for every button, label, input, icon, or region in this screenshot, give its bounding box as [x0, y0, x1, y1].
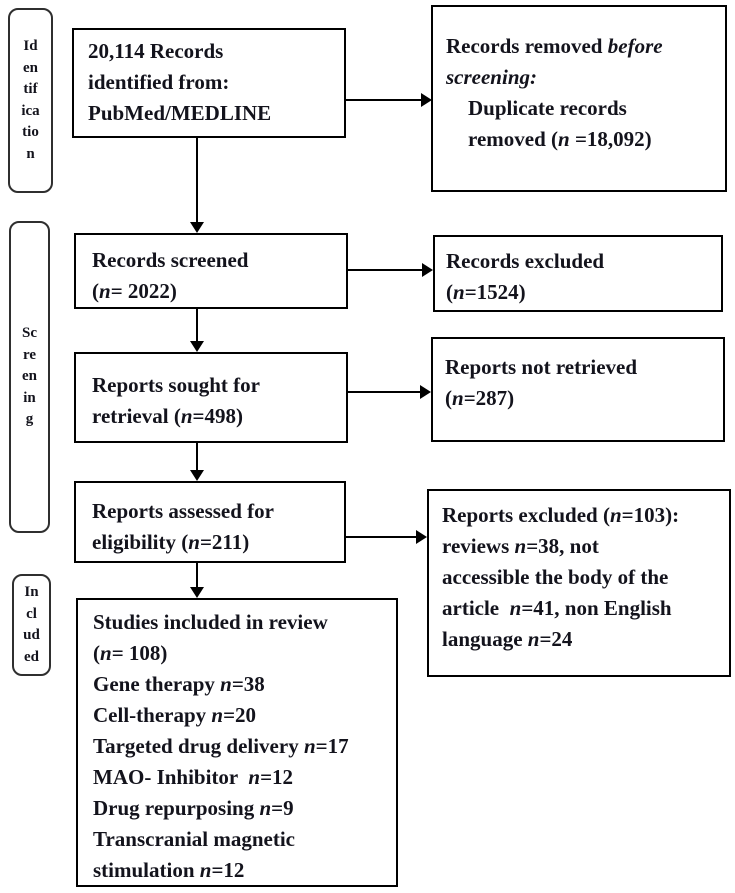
- arrow-down-icon: [190, 222, 204, 233]
- text-line: re: [22, 346, 37, 363]
- text-line: Records screened: [92, 248, 249, 272]
- connector-sought-to-not-retrieved-line: [348, 391, 421, 393]
- text-line: cl: [26, 605, 37, 622]
- text-line: n: [26, 145, 35, 162]
- stage-label-screening: [9, 221, 50, 533]
- connector-identified-to-screened-line: [196, 138, 198, 223]
- box-records-excluded: [433, 235, 723, 312]
- text-line: Studies included in review: [93, 610, 328, 634]
- text-line: Id: [23, 38, 38, 54]
- text-line: PubMed/MEDLINE: [88, 101, 272, 125]
- text-line: eligibility (n=211): [92, 530, 250, 554]
- text-line: (n=287): [445, 386, 515, 410]
- text-line: article n=41, non English: [442, 596, 672, 620]
- box-reports-sought: [74, 352, 348, 443]
- stage-label-included: [12, 574, 51, 676]
- text-line: reviews n=38, not: [442, 534, 599, 558]
- text-line: removed (n =18,092): [468, 127, 652, 151]
- text-line: Duplicate records: [468, 96, 627, 120]
- text-line: Reports assessed for: [92, 499, 274, 523]
- box-records-screened: [74, 233, 348, 309]
- text-line: Records removed before: [446, 34, 663, 58]
- arrow-right-icon: [421, 93, 432, 107]
- text-line: screening:: [446, 65, 537, 89]
- text-line: Targeted drug delivery n=17: [93, 734, 349, 758]
- text-line: In: [24, 584, 39, 600]
- text-line: 20,114 Records: [88, 39, 224, 63]
- box-reports-not-retrieved: [431, 337, 725, 442]
- text-line: Gene therapy n=38: [93, 672, 265, 696]
- text-line: language n=24: [442, 627, 573, 651]
- text-line: Reports not retrieved: [445, 355, 638, 379]
- box-reports-excluded: [427, 489, 731, 677]
- text-line: stimulation n=12: [93, 858, 245, 882]
- text-line: ud: [23, 627, 40, 643]
- arrow-down-icon: [190, 587, 204, 598]
- connector-assessed-to-reports-excluded-line: [346, 536, 417, 538]
- box-records-identified: [72, 28, 346, 138]
- connector-sought-to-assessed-line: [196, 443, 198, 471]
- arrow-right-icon: [416, 530, 427, 544]
- connector-screened-to-sought-line: [196, 309, 198, 342]
- box-reports-assessed: [74, 481, 346, 563]
- text-line: en: [23, 59, 38, 76]
- text-line: accessible the body of the: [442, 565, 669, 589]
- text-line: (n= 108): [93, 641, 168, 665]
- text-line: ed: [24, 648, 39, 665]
- arrow-right-icon: [420, 385, 431, 399]
- arrow-down-icon: [190, 470, 204, 481]
- text-line: Cell-therapy n=20: [93, 703, 257, 727]
- text-line: Transcranial magnetic: [93, 827, 296, 851]
- connector-screened-to-excluded-line: [348, 269, 423, 271]
- text-line: (n=1524): [446, 280, 526, 304]
- stage-label-identification: [8, 8, 53, 193]
- text-line: identified from:: [88, 70, 230, 94]
- text-line: ica: [21, 102, 40, 119]
- text-line: Drug repurposing n=9: [93, 796, 294, 820]
- connector-identified-to-removed-line: [346, 99, 422, 101]
- text-line: MAO- Inhibitor n=12: [93, 765, 294, 789]
- text-line: Reports sought for: [92, 373, 260, 397]
- text-line: Records excluded: [446, 249, 605, 273]
- box-studies-included: [76, 598, 398, 887]
- arrow-down-icon: [190, 341, 204, 352]
- box-records-removed: [431, 5, 727, 192]
- text-line: Reports excluded (n=103):: [442, 503, 680, 527]
- connector-assessed-to-included-line: [196, 563, 198, 588]
- text-line: tif: [23, 81, 38, 97]
- text-line: retrieval (n=498): [92, 404, 243, 428]
- text-line: en: [22, 368, 37, 385]
- text-line: Sc: [22, 325, 37, 342]
- text-line: (n= 2022): [92, 279, 177, 303]
- text-line: tio: [22, 124, 39, 140]
- text-line: g: [25, 411, 34, 428]
- arrow-right-icon: [422, 263, 433, 277]
- text-line: in: [23, 389, 36, 406]
